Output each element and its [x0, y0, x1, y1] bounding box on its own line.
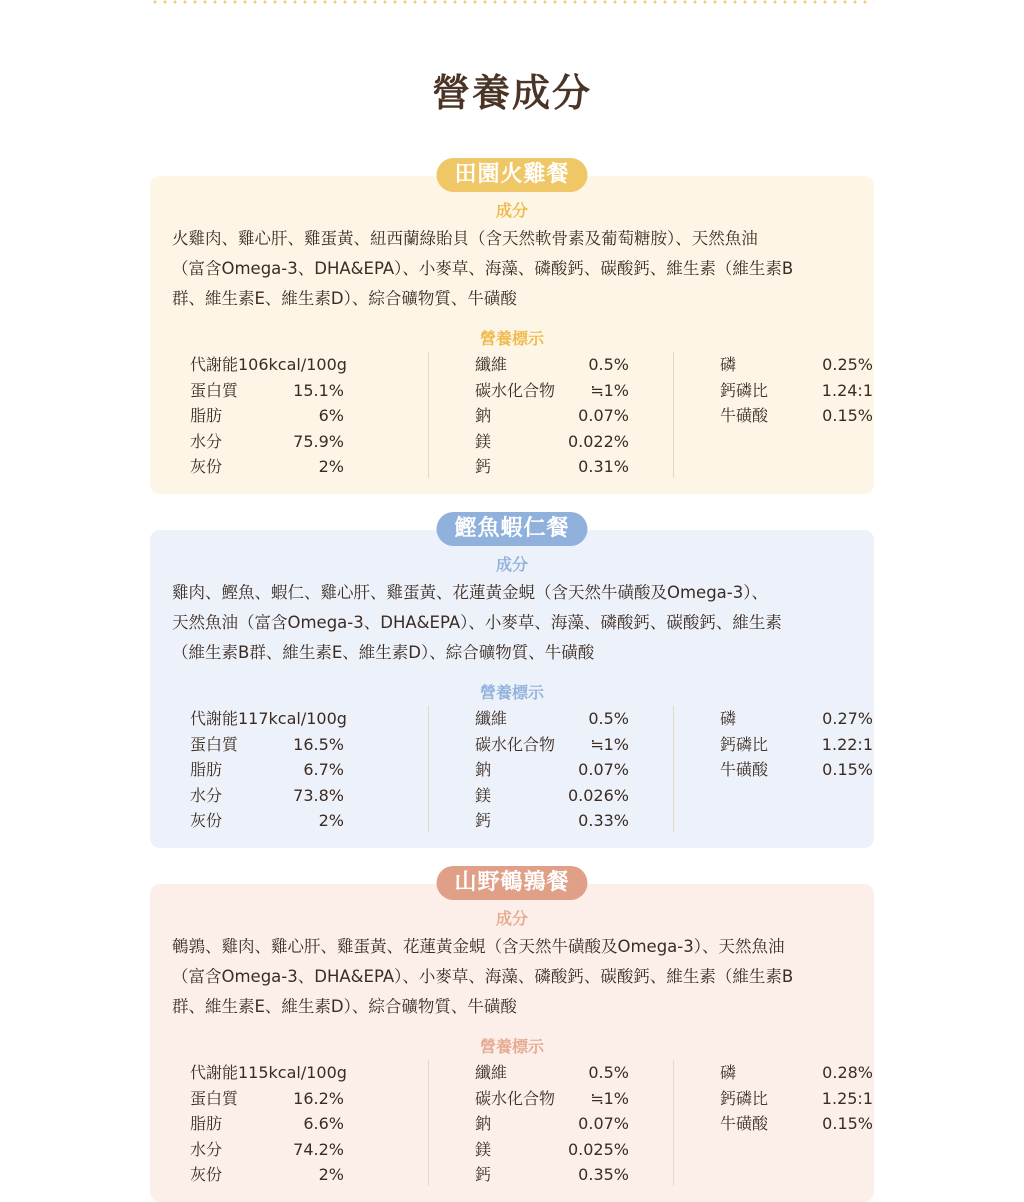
- nutrient-label: 水分: [190, 785, 223, 805]
- nutrition-row: [720, 1111, 873, 1137]
- nutrition-column: [428, 352, 629, 478]
- nutrient-value: 74.2%: [293, 1139, 344, 1159]
- product-card: [150, 884, 874, 1202]
- nutrient-value: 6.7%: [303, 760, 344, 779]
- nutrient-label: 灰份: [190, 811, 223, 830]
- nutrient-value: 6%: [318, 406, 344, 425]
- nutrient-label: 灰份: [190, 1165, 223, 1184]
- nutrient-label: 纖維: [475, 709, 508, 728]
- nutrition-row: [190, 1137, 344, 1163]
- ingredients-heading: 成分: [495, 909, 528, 928]
- nutrient-value: 0.07%: [578, 406, 629, 425]
- nutrient-value: 0.5%: [588, 709, 629, 728]
- nutrition-row: [190, 732, 344, 758]
- nutrition-row: [190, 1060, 347, 1086]
- ingredients-line: 群、維生素E、維生素D）、綜合礦物質、牛磺酸: [172, 997, 517, 1016]
- product-name-badge: 田園火雞餐: [436, 158, 587, 192]
- product-name-badge: 山野鵪鶉餐: [436, 866, 587, 900]
- ingredients-line: （富含Omega-3、DHA&EPA）、小麥草、海藻、磷酸鈣、碳酸鈣、維生素（維生素B: [172, 967, 794, 986]
- nutrient-label: 代謝能115kcal/100g: [190, 1063, 347, 1082]
- nutrition-row: [475, 732, 629, 758]
- product-name-badge: 鰹魚蝦仁餐: [436, 512, 587, 546]
- nutrient-label: 蛋白質: [190, 1088, 239, 1108]
- nutrition-row: [720, 732, 873, 758]
- nutrient-label: 磷: [720, 709, 737, 728]
- nutrition-row: [190, 1162, 344, 1188]
- nutrient-value: 73.8%: [293, 785, 344, 805]
- nutrition-row: [475, 1060, 629, 1086]
- nutrition-row: [190, 378, 344, 404]
- nutrient-label: 鈣: [475, 457, 492, 476]
- nutrition-column: [190, 1060, 347, 1186]
- nutrient-label: 鈉: [475, 406, 492, 425]
- nutrient-value: 75.9%: [293, 431, 344, 451]
- nutrition-row: [190, 1111, 344, 1137]
- nutrition-column: [673, 706, 873, 832]
- nutrition-row: [720, 757, 873, 783]
- nutrition-row: [190, 757, 344, 783]
- nutrient-label: 碳水化合物: [475, 734, 556, 754]
- nutrient-label: 碳水化合物: [475, 380, 556, 400]
- nutrient-label: 蛋白質: [190, 734, 239, 754]
- ingredients-line: 雞肉、鰹魚、蝦仁、雞心肝、雞蛋黃、花蓮黃金蜆（含天然牛磺酸及Omega-3）、: [172, 583, 768, 602]
- nutrition-row: [190, 1086, 344, 1112]
- nutrient-value: 2%: [318, 1165, 344, 1184]
- nutrient-label: 牛磺酸: [720, 1114, 769, 1133]
- nutrient-value: 16.5%: [293, 734, 344, 754]
- nutrition-row: [720, 352, 873, 378]
- nutrient-label: 灰份: [190, 457, 223, 476]
- nutrient-label: 纖維: [475, 1063, 508, 1082]
- nutrition-table: [190, 352, 873, 478]
- nutrition-row: [475, 808, 629, 834]
- nutrient-label: 蛋白質: [190, 380, 239, 400]
- ingredients-line: （富含Omega-3、DHA&EPA）、小麥草、海藻、磷酸鈣、碳酸鈣、維生素（維生素B: [172, 259, 794, 278]
- nutrient-label: 牛磺酸: [720, 406, 769, 425]
- nutrient-value: 1.24:1: [821, 380, 873, 400]
- nutrient-value: ≒1%: [590, 1088, 629, 1108]
- nutrient-label: 鈣: [475, 811, 492, 830]
- nutrient-label: 水分: [190, 431, 223, 451]
- nutrient-label: 鎂: [475, 1139, 492, 1159]
- nutrition-row: [475, 403, 629, 429]
- nutrition-column: [673, 352, 873, 478]
- nutrition-row: [475, 1162, 629, 1188]
- nutrient-label: 鈣: [475, 1165, 492, 1184]
- nutrition-row: [720, 706, 873, 732]
- nutrient-value: 0.15%: [822, 406, 873, 425]
- ingredients-text: [172, 578, 854, 668]
- ingredients-heading: 成分: [495, 555, 528, 574]
- nutrient-label: 鈣磷比: [720, 380, 769, 400]
- nutrient-value: ≒1%: [590, 734, 629, 754]
- nutrition-column: [190, 706, 347, 832]
- nutrient-value: 0.15%: [822, 760, 873, 779]
- nutrition-column: [428, 1060, 629, 1186]
- nutrient-value: 2%: [318, 811, 344, 830]
- ingredients-line: 鵪鶉、雞肉、雞心肝、雞蛋黃、花蓮黃金蜆（含天然牛磺酸及Omega-3）、天然魚油: [172, 937, 785, 956]
- ingredients-heading: 成分: [495, 201, 528, 220]
- nutrient-label: 牛磺酸: [720, 760, 769, 779]
- nutrient-value: 0.07%: [578, 760, 629, 779]
- nutrition-row: [720, 403, 873, 429]
- nutrient-value: 0.022%: [567, 431, 629, 451]
- nutrient-label: 碳水化合物: [475, 1088, 556, 1108]
- nutrition-row: [475, 429, 629, 455]
- nutrient-label: 脂肪: [190, 760, 223, 779]
- nutrient-label: 磷: [720, 1063, 737, 1082]
- nutrition-row: [475, 1137, 629, 1163]
- nutrient-label: 代謝能117kcal/100g: [190, 709, 347, 728]
- nutrition-column: [673, 1060, 873, 1186]
- nutrition-row: [475, 352, 629, 378]
- nutrient-value: 16.2%: [293, 1088, 344, 1108]
- product-card: [150, 176, 874, 494]
- nutrient-label: 鈣磷比: [720, 734, 769, 754]
- nutrient-label: 脂肪: [190, 1114, 223, 1133]
- nutrition-row: [190, 403, 344, 429]
- nutrition-row: [720, 1086, 873, 1112]
- nutrient-value: 0.28%: [822, 1063, 873, 1082]
- nutrition-heading: 營養標示: [479, 683, 544, 702]
- nutrition-row: [475, 454, 629, 480]
- ingredients-line: 火雞肉、雞心肝、雞蛋黃、紐西蘭綠貽貝（含天然軟骨素及葡萄糖胺）、天然魚油: [172, 229, 758, 248]
- nutrition-row: [475, 783, 629, 809]
- nutrient-label: 鎂: [475, 785, 492, 805]
- nutrient-value: 0.5%: [588, 1063, 629, 1082]
- nutrition-row: [475, 378, 629, 404]
- nutrient-label: 鎂: [475, 431, 492, 451]
- ingredients-line: 天然魚油（富含Omega-3、DHA&EPA）、小麥草、海藻、磷酸鈣、碳酸鈣、維生素: [172, 613, 782, 632]
- nutrition-row: [475, 1111, 629, 1137]
- ingredients-text: [172, 932, 854, 1022]
- ingredients-line: 群、維生素E、維生素D）、綜合礦物質、牛磺酸: [172, 289, 517, 308]
- nutrition-row: [475, 757, 629, 783]
- nutrient-value: 0.026%: [567, 785, 629, 805]
- nutrient-value: 0.27%: [822, 709, 873, 728]
- ingredients-line: （維生素B群、維生素E、維生素D）、綜合礦物質、牛磺酸: [172, 643, 595, 662]
- nutrient-value: 0.25%: [822, 355, 873, 374]
- nutrition-row: [720, 378, 873, 404]
- nutrient-label: 鈣磷比: [720, 1088, 769, 1108]
- nutrient-value: 15.1%: [293, 380, 344, 400]
- nutrient-value: 0.07%: [578, 1114, 629, 1133]
- nutrient-value: 2%: [318, 457, 344, 476]
- nutrient-label: 脂肪: [190, 406, 223, 425]
- nutrient-value: 1.22:1: [821, 734, 873, 754]
- nutrient-label: 磷: [720, 355, 737, 374]
- nutrition-row: [190, 454, 344, 480]
- dotted-divider: [150, 0, 874, 4]
- nutrition-row: [720, 1060, 873, 1086]
- ingredients-text: [172, 224, 854, 314]
- nutrient-value: 0.31%: [578, 457, 629, 476]
- nutrient-value: 0.025%: [567, 1139, 629, 1159]
- nutrient-value: ≒1%: [590, 380, 629, 400]
- nutrient-value: 0.15%: [822, 1114, 873, 1133]
- nutrient-label: 水分: [190, 1139, 223, 1159]
- nutrition-column: [428, 706, 629, 832]
- nutrition-heading: 營養標示: [479, 329, 544, 348]
- nutrition-column: [190, 352, 347, 478]
- nutrition-table: [190, 1060, 873, 1186]
- nutrient-label: 代謝能106kcal/100g: [190, 355, 347, 374]
- nutrition-row: [475, 706, 629, 732]
- nutrient-value: 1.25:1: [821, 1088, 873, 1108]
- nutrition-table: [190, 706, 873, 832]
- nutrient-label: 鈉: [475, 1114, 492, 1133]
- nutrient-label: 鈉: [475, 760, 492, 779]
- nutrient-label: 纖維: [475, 355, 508, 374]
- nutrition-row: [190, 352, 347, 378]
- nutrient-value: 0.35%: [578, 1165, 629, 1184]
- nutrition-heading: 營養標示: [479, 1037, 544, 1056]
- nutrient-value: 6.6%: [303, 1114, 344, 1133]
- nutrition-row: [190, 783, 344, 809]
- product-card: [150, 530, 874, 848]
- nutrient-value: 0.33%: [578, 811, 629, 830]
- nutrition-row: [190, 429, 344, 455]
- nutrition-row: [190, 706, 347, 732]
- page-title: 營養成分: [431, 71, 592, 115]
- nutrition-row: [475, 1086, 629, 1112]
- nutrient-value: 0.5%: [588, 355, 629, 374]
- nutrition-row: [190, 808, 344, 834]
